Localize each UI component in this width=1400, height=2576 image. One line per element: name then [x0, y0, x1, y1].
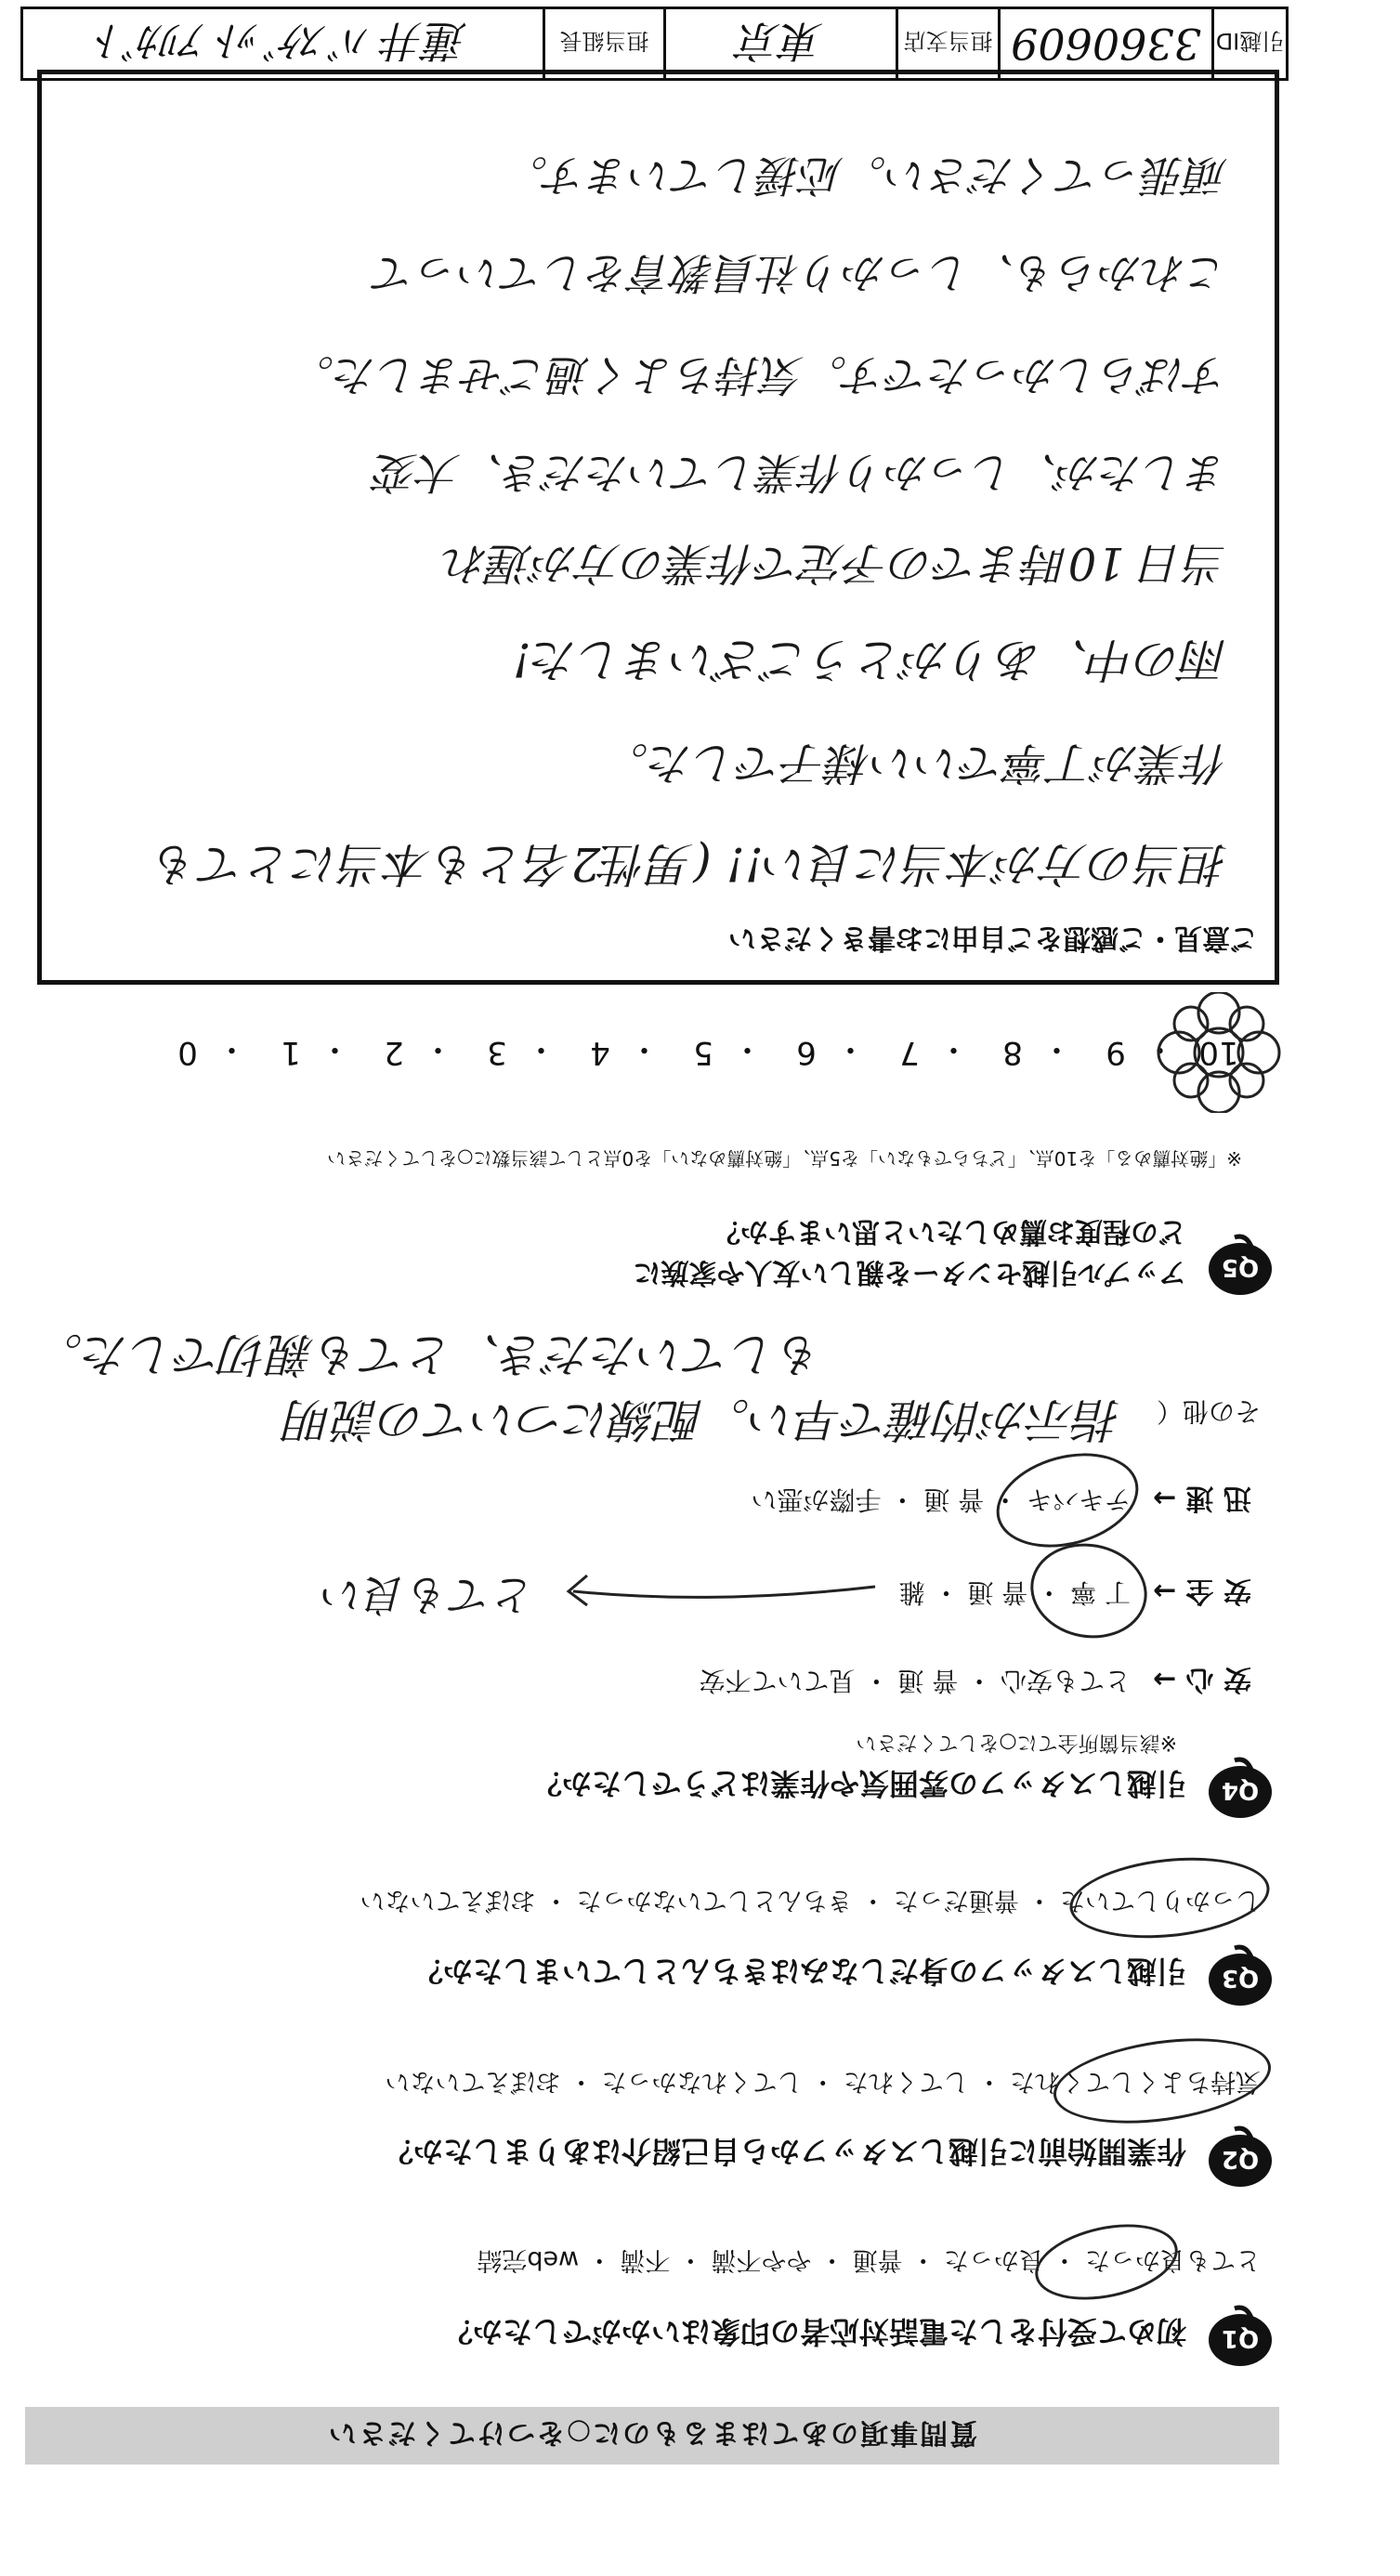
q2-badge-icon — [1201, 2125, 1279, 2190]
q5-score-scale: 10 ・ 9 ・ 8 ・ 7 ・ 6 ・ 5 ・ 4 ・ 3 ・ 2 ・ 1 ・ 0 — [155, 1020, 1251, 1085]
comment-line-2: 作業が丁寧でいい様子でした。 — [603, 737, 1228, 789]
q5-score-7: 7 — [899, 1034, 920, 1071]
q1-badge-label: Q1 — [1221, 2324, 1260, 2352]
q3-selected-circle — [1066, 1849, 1274, 1947]
branch-value: 東京 — [663, 9, 896, 78]
comment-line-6: すばらしかったです。気持ちよく過ごせました。 — [291, 350, 1228, 400]
q2-options: 気持ちよくしてくれた ・ してくれた ・ してくれなかった ・ おぼえていない — [385, 2067, 1261, 2096]
q5-score-1: 1 — [281, 1034, 301, 1071]
q3-badge-label: Q3 — [1221, 1964, 1260, 1992]
q5-score-0: 0 — [177, 1034, 198, 1071]
q5-badge-icon — [1201, 1234, 1279, 1299]
instructions-bar: 質問事項のあてはまるものに○をつけてください — [25, 2407, 1279, 2465]
q5-score-6: 6 — [796, 1034, 817, 1071]
q5-score-10: 10 — [1198, 1034, 1239, 1071]
q2-selected-circle — [1048, 2026, 1276, 2136]
q5-flower-selection-icon — [1149, 992, 1289, 1113]
q4-question: 引越しスタッフの雰囲気や作業はどうでしたか？ — [531, 1766, 1186, 1801]
q4-row-options-anzen: 丁 寧 ・ 普 通 ・ 雑 — [898, 1577, 1131, 1608]
q5-score-4: 4 — [590, 1034, 610, 1071]
comment-heading: ご意見・ご感想をご自由にお書きください — [728, 922, 1258, 954]
q4-row-label-anzen: 安 全 → — [1152, 1575, 1251, 1607]
comment-line-8: 頑張ってください。応援しています。 — [504, 150, 1228, 201]
q5-question-line2: どの程度お薦めしたいと思いますか？ — [713, 1215, 1186, 1248]
q4-jinsoku-selected-circle — [986, 1438, 1149, 1562]
comment-box — [37, 70, 1279, 985]
comment-line-3: 雨の中、ありがとうございました! — [512, 633, 1228, 686]
q1-selected-circle — [1028, 2213, 1184, 2312]
id-value: 3360609 — [998, 9, 1211, 78]
staff-label: 担当組長 — [543, 9, 663, 78]
id-table — [20, 7, 1289, 81]
q5-badge-label: Q5 — [1221, 1253, 1260, 1281]
q4-handwritten-other-line2: もしていただき、とても親切でした。 — [36, 1327, 824, 1381]
q5-note: ※「絶対薦める」を10点、「どちらでもない」を5点、「絶対薦めない」を0点として該当数に○をしてください — [327, 1147, 1242, 1170]
q5-score-3: 3 — [487, 1034, 507, 1071]
q4-note: ※該当箇所全てに○をしてください — [856, 1731, 1177, 1754]
staff-value: 蓮井 ﾊﾞｽｹﾞｯﾄ ｱﾘｶﾞﾄ — [98, 16, 468, 66]
q1-question: 初めて受付をした電話対応者の印象はいかがでしたか？ — [442, 2314, 1186, 2349]
q5-score-5: 5 — [693, 1034, 713, 1071]
branch-label: 担当支店 — [896, 9, 998, 78]
q4-row-label-anshin: 安 心 → — [1152, 1663, 1251, 1695]
q5-score-2: 2 — [384, 1034, 404, 1071]
q4-handwritten-arrow-icon — [545, 1559, 880, 1624]
q4-row-options-jinsoku: テキパキ ・ 普 通 ・ 手際が悪い — [751, 1484, 1131, 1515]
q1-options: とても良かった ・ 良かった ・ 普通 ・ やや不満 ・ 不満 ・ web完結 — [477, 2245, 1261, 2274]
q4-anzen-selected-circle — [1023, 1535, 1155, 1647]
q5-score-9: 9 — [1106, 1034, 1126, 1071]
q4-row-options-anshin: とても安心 ・ 普 通 ・ 見ていて不安 — [699, 1666, 1131, 1696]
q4-badge-icon — [1201, 1757, 1279, 1822]
q1-badge-icon — [1201, 2305, 1279, 2370]
q4-badge-label: Q4 — [1221, 1776, 1260, 1804]
q5-question — [634, 1214, 1187, 1296]
q5-score-8: 8 — [1002, 1034, 1023, 1071]
q2-question: 作業開始前に引越しスタッフから自己紹介はありましたか？ — [383, 2134, 1186, 2169]
q3-question: 引越しスタッフの身だしなみはきちんとしていましたか？ — [412, 1954, 1186, 1989]
q4-row-label-jinsoku: 迅 速 → — [1152, 1482, 1251, 1514]
comment-line-7: これからも、しっかり社員教育をしていって — [373, 248, 1228, 298]
comment-line-1: 担当の方が本当に良い!! (男性2名とも本当にとても — [152, 837, 1228, 891]
q4-handwritten-other-line1: 指示が的確で早い。配線についての説明 — [286, 1393, 1121, 1446]
id-label: 引越ID — [1211, 9, 1286, 78]
comment-line-5: ましたが、しっかり作業していただき、大変 — [374, 448, 1228, 498]
q5-question-line1: アップル引越センターを親しい友人や家族に — [633, 1256, 1186, 1288]
q3-badge-icon — [1201, 1944, 1279, 2009]
q4-handwritten-arrow-note: とても良い — [322, 1570, 536, 1620]
comment-line-4: 当日 10時までの予定で作業の方が遅れ — [443, 537, 1228, 589]
q2-badge-label: Q2 — [1221, 2145, 1260, 2173]
q4-other-label: その他（ — [1156, 1396, 1261, 1427]
q3-options: しっかりしていた ・ 普通だった ・ きちんとしていなかった ・ おぼえていない — [360, 1886, 1261, 1915]
